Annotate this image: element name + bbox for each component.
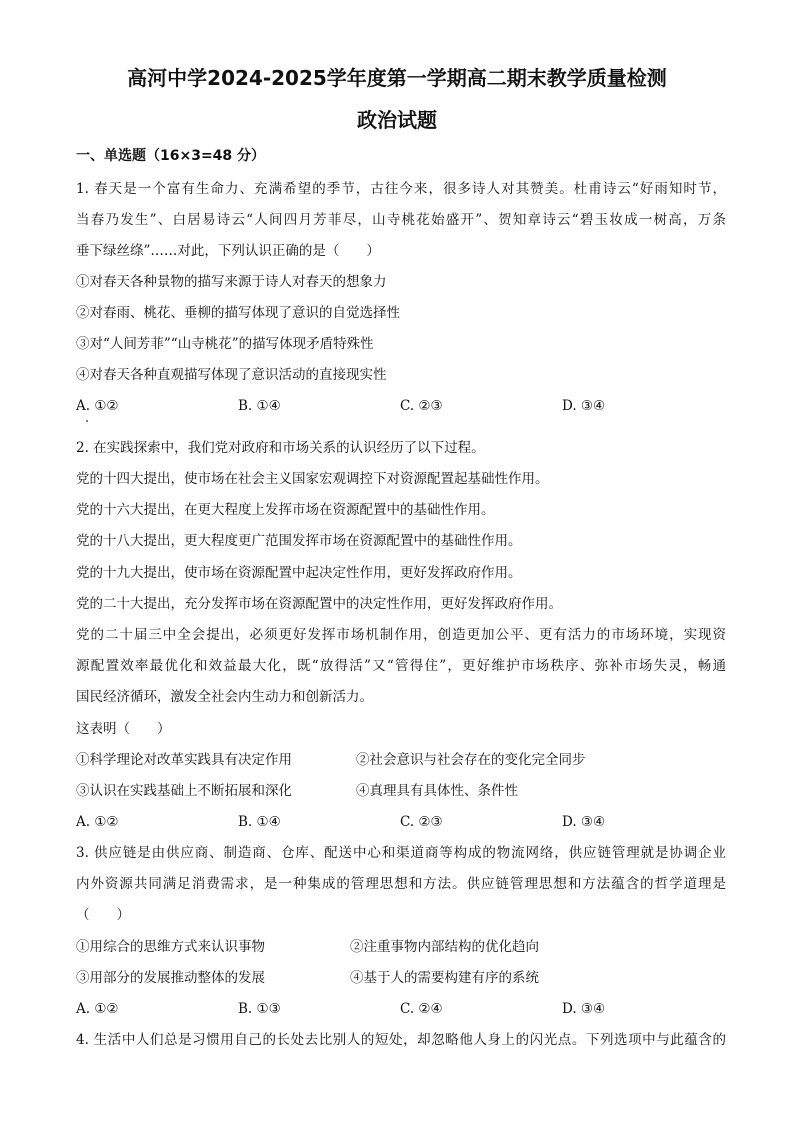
question-2-option-c: C. ②③ xyxy=(400,814,443,830)
question-2-statement-4: ④真理具有具体性、条件性 xyxy=(356,783,518,799)
question-2-stem-line-1: 2. 在实践探索中，我们党对政府和市场关系的认识经历了以下过程。 xyxy=(76,440,485,456)
question-2-stem-line-2: 党的十四大提出，使市场在社会主义国家宏观调控下对资源配置起基础性作用。 xyxy=(76,471,549,487)
question-3-statement-4: ④基于人的需要构建有序的系统 xyxy=(350,970,539,986)
question-2-option-b: B. ①④ xyxy=(238,814,281,830)
question-2-option-d: D. ③④ xyxy=(562,814,606,830)
question-2-stem-line-7: 党的二十届三中全会提出，必须更好发挥市场机制作用，创造更加公平、更有活力的市场环境，实现资 xyxy=(76,627,726,643)
question-2-statement-1: ①科学理论对改革实践具有决定作用 xyxy=(76,752,292,768)
question-3-statement-3: ③用部分的发展推动整体的发展 xyxy=(76,970,265,986)
exam-title: 高河中学2024-2025学年度第一学期高二期末教学质量检测 xyxy=(127,66,667,90)
question-2-statement-3: ③认识在实践基础上不断拓展和深化 xyxy=(76,783,292,799)
question-2-option-a: A. ①② xyxy=(76,814,119,830)
question-2-stem-line-5: 党的十九大提出，使市场在资源配置中起决定性作用，更好发挥政府作用。 xyxy=(76,565,522,581)
question-2-statement-2: ②社会意识与社会存在的变化完全同步 xyxy=(356,752,586,768)
question-2-stem-line-3: 党的十六大提出，在更大程度上发挥市场在资源配置中的基础性作用。 xyxy=(76,502,495,518)
stray-mark xyxy=(86,420,88,422)
question-1-stem-line-3: 垂下绿丝绦”……对此，下列认识正确的是（ ） xyxy=(76,243,380,259)
question-1-stem-line-2: 当春乃发生”、白居易诗云“人间四月芳菲尽，山寺桃花始盛开”、贺知章诗云“碧玉妆成一树高，万条 xyxy=(76,212,726,228)
question-1-option-d: D. ③④ xyxy=(562,398,606,414)
question-3-option-c: C. ②④ xyxy=(400,1001,443,1017)
subject-title: 政治试题 xyxy=(357,108,437,132)
question-2-stem-line-6: 党的二十大提出，充分发挥市场在资源配置中的决定性作用，更好发挥政府作用。 xyxy=(76,596,562,612)
question-1-option-a: A. ①② xyxy=(76,398,119,414)
question-2-stem-line-9: 国民经济循环，激发全社会内生动力和创新活力。 xyxy=(76,689,373,705)
question-1-statement-2: ②对春雨、桃花、垂柳的描写体现了意识的自觉选择性 xyxy=(76,305,400,321)
question-3-stem-line-3: （ ） xyxy=(76,907,130,923)
question-1-stem-line-1: 1. 春天是一个富有生命力、充满希望的季节，古往今来，很多诗人对其赞美。杜甫诗云“好雨知时节， xyxy=(76,181,726,197)
question-3-statement-2: ②注重事物内部结构的优化趋向 xyxy=(350,939,539,955)
question-3-stem-line-1: 3. 供应链是由供应商、制造商、仓库、配送中心和渠道商等构成的物流网络，供应链管理就是协调企业 xyxy=(76,845,726,861)
question-3-option-a: A. ①② xyxy=(76,1001,119,1017)
section-heading: 一、单选题（16×3=48 分） xyxy=(76,148,266,164)
question-3-option-d: D. ③④ xyxy=(562,1001,606,1017)
question-1-option-b: B. ①④ xyxy=(238,398,281,414)
question-4-stem-line-1: 4. 生活中人们总是习惯用自己的长处去比别人的短处，却忽略他人身上的闪光点。下列选项中与此蕴含的 xyxy=(76,1032,726,1048)
question-3-option-b: B. ①③ xyxy=(238,1001,281,1017)
question-1-statement-1: ①对春天各种景物的描写来源于诗人对春天的想象力 xyxy=(76,274,387,290)
question-3-statement-1: ①用综合的思维方式来认识事物 xyxy=(76,939,265,955)
question-2-stem-line-4: 党的十八大提出，更大程度更广范围发挥市场在资源配置中的基础性作用。 xyxy=(76,533,522,549)
question-2-stem-line-8: 源配置效率最优化和效益最大化，既“放得活”又“管得住”，更好维护市场秩序、弥补市场失灵，畅通 xyxy=(76,658,726,674)
question-1-statement-3: ③对“人间芳菲”“山寺桃花”的描写体现矛盾特殊性 xyxy=(76,336,374,352)
question-2-stem-line-10: 这表明（ ） xyxy=(76,721,171,737)
question-3-stem-line-2: 内外资源共同满足消费需求，是一种集成的管理思想和方法。供应链管理思想和方法蕴含的哲学道理是 xyxy=(76,876,726,892)
question-1-option-c: C. ②③ xyxy=(400,398,443,414)
question-1-statement-4: ④对春天各种直观描写体现了意识活动的直接现实性 xyxy=(76,367,387,383)
